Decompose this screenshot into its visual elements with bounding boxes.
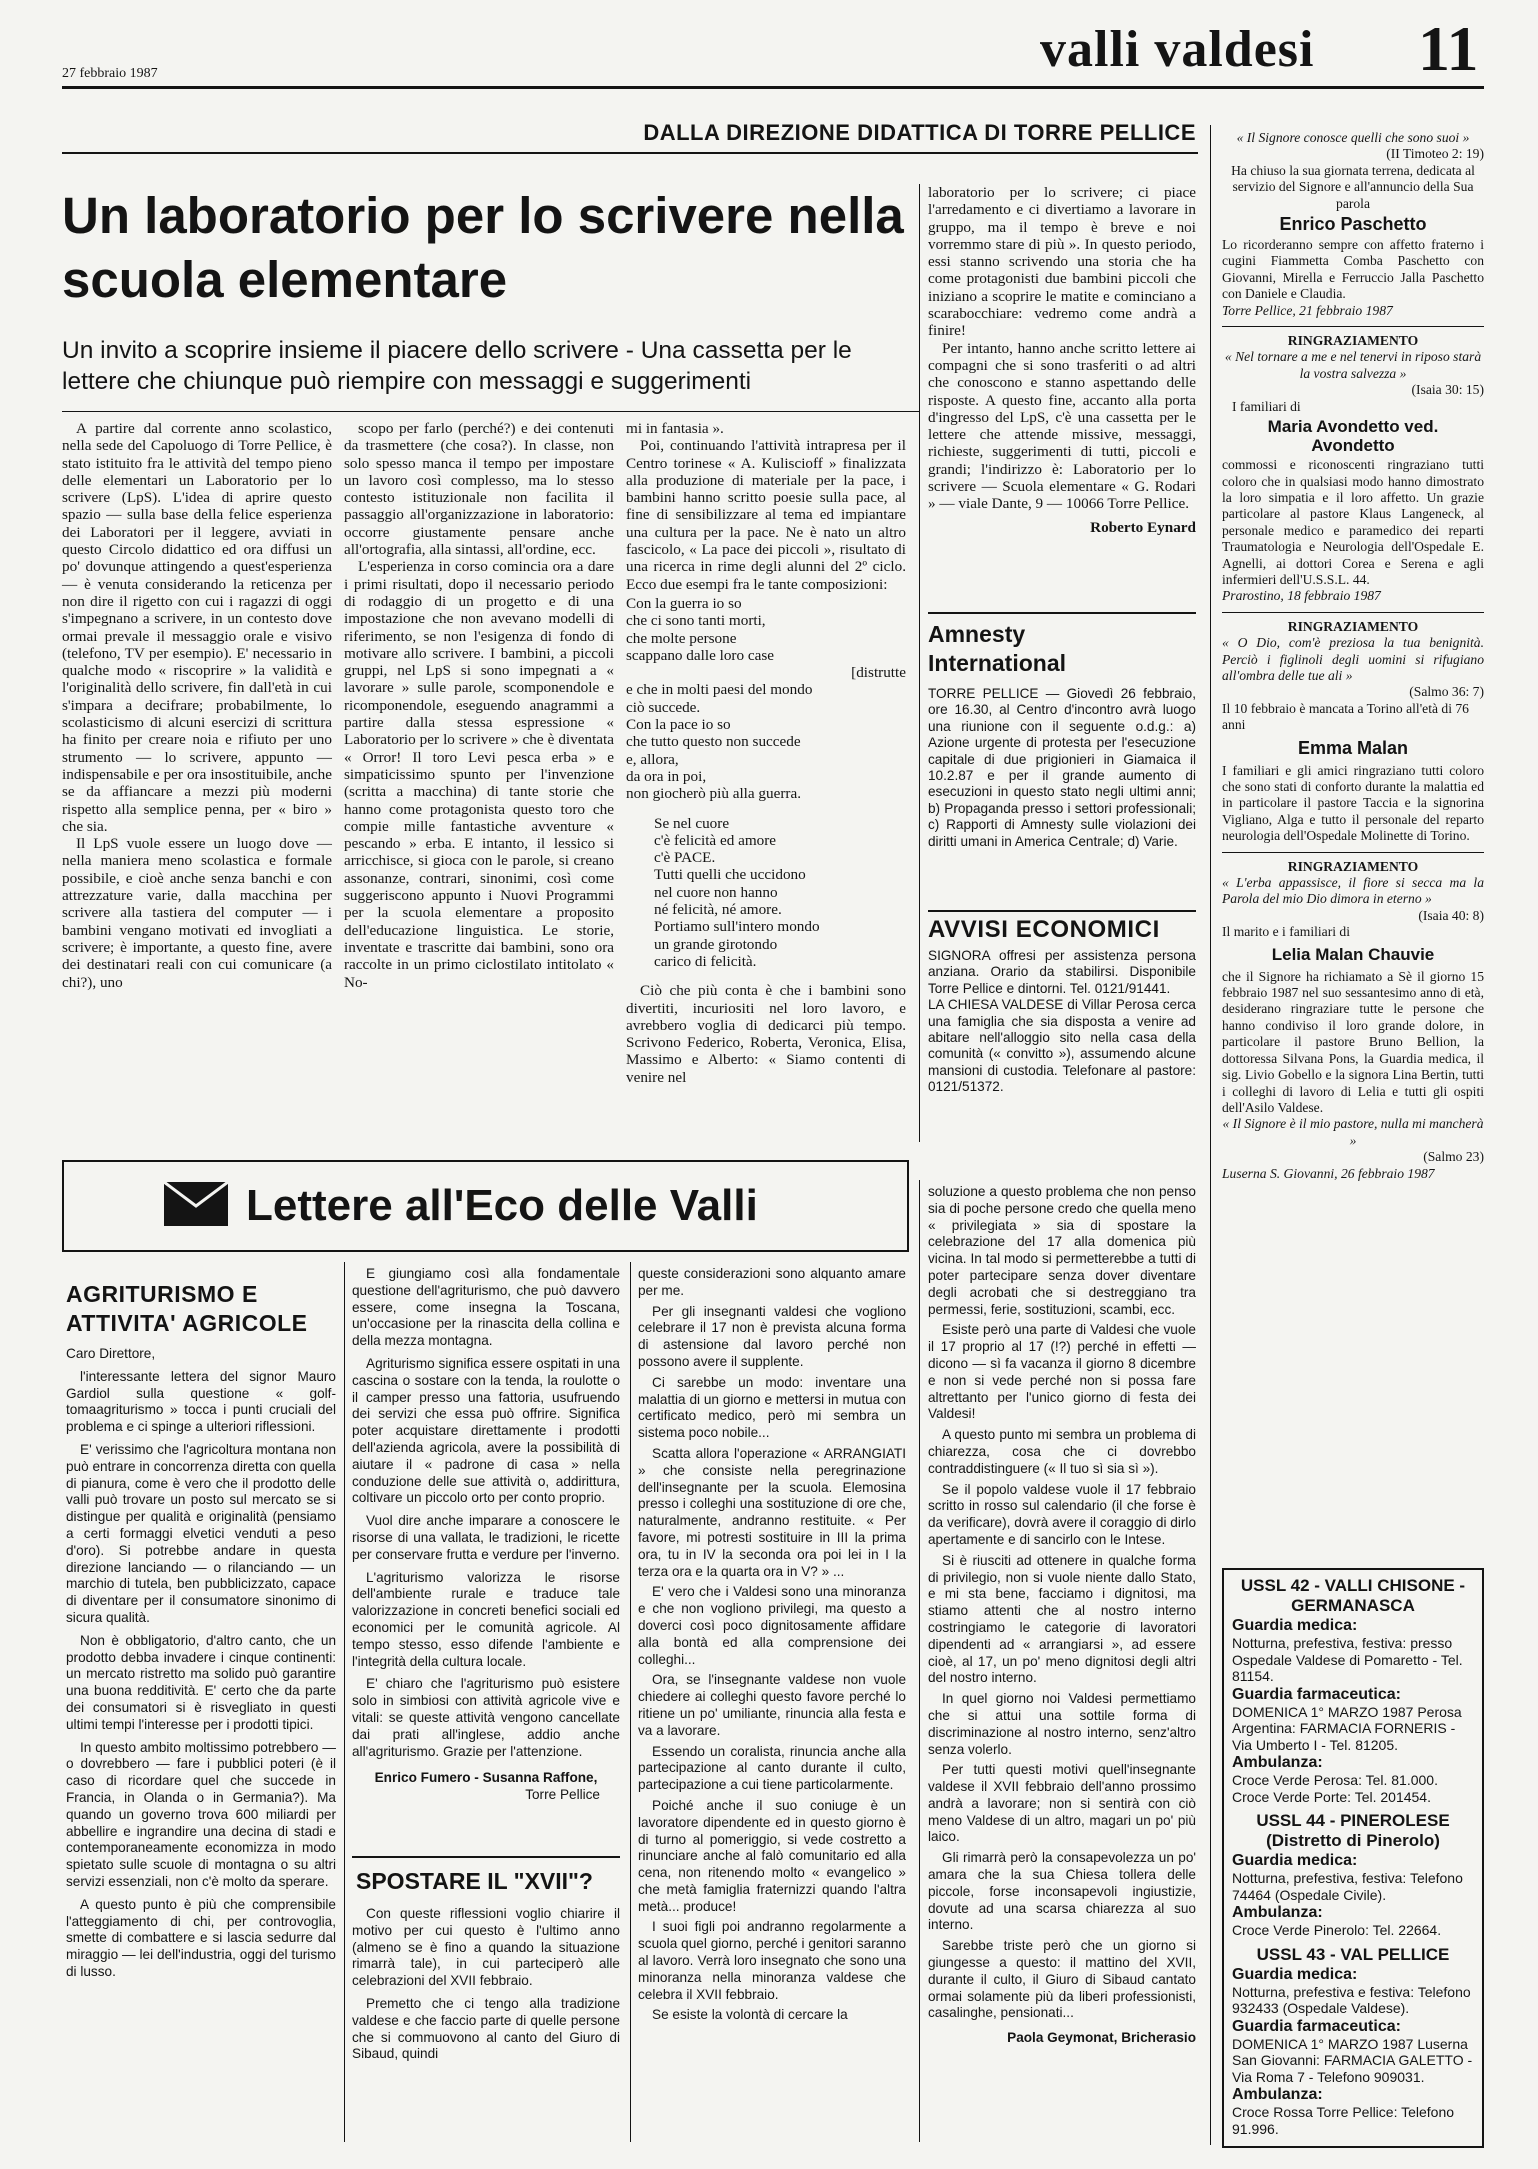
avvisi-item: LA CHIESA VALDESE di Villar Perosa cerca una famiglia che sia disposta a venire ad abitare nell'alloggio sito nella casa della comunità (« convitto »), assumendo alcune mansioni di custodia. Telefonare al pastore: 0121/51372.	[928, 997, 1196, 1095]
poem-line: un grande girotondo	[654, 935, 778, 953]
ussl-title: USSL 42 - VALLI CHISONE - GERMANASCA	[1240, 1576, 1466, 1615]
notice-quote: « L'erba appassisce, il fiore si secca ma la Parola del mio Dio dimora in eterno »	[1222, 875, 1484, 907]
letter2-title: SPOSTARE IL "XVII"?	[356, 1868, 593, 1894]
ussl-subhead: Guardia medica:	[1232, 1852, 1358, 1869]
header-rule	[62, 86, 1484, 89]
poem-line: che tutto questo non succede	[626, 733, 801, 751]
section-rule	[352, 1856, 620, 1858]
paragraph: Se esiste la volontà di cercare la	[652, 2007, 848, 2023]
subtitle-rule	[62, 411, 920, 412]
letter1-col2-body	[352, 1266, 620, 1804]
col-rule	[919, 1180, 920, 2142]
poem-line: né felicità, né amore.	[654, 901, 782, 919]
ussl-text: Croce Rossa Torre Pellice: Telefono 91.996.	[1232, 2104, 1455, 2137]
poem-line: scappano dalle loro case	[626, 646, 775, 664]
notice-name: Emma Malan	[1297, 737, 1409, 758]
notice-intro: Il 10 febbraio è mancata a Torino all'età di 76 anni	[1222, 700, 1469, 733]
paragraph: Il LpS vuole essere un luogo dove — nella maniera meno scolastica e formale possibile, e cioè anche senza banchi e con attrezzature varie, dalla macchina per scrivere alla tastiera del computer — i bambini vengano motivati ed invogliati a scrivere; è importante, a questo fine, avere dei destinatari reali con cui comunicare (a chi?), uno	[62, 835, 332, 991]
notice-ref: (Isaia 40: 8)	[1418, 907, 1484, 923]
paragraph: scopo per farlo (perché?) e dei contenuti da trasmettere (che cosa?). In classe, non solo spesso manca il tempo per impostare un lavoro così complesso, ma lo stesso contesto istituzionale non facilita il passaggio all'organizzazione in laboratorio: occorre giustamente pensare anche all'ortografia, alla sintassi, all'ordine, ecc.	[344, 420, 614, 559]
sidebar	[1222, 130, 1484, 1182]
letter1-signature: Enrico Fumero - Susanna Raffone,	[374, 1770, 598, 1786]
paragraph: Sarebbe triste però che un giorno si giungesse a questo: il mattino del XVII, durante il culto, il Giuro di Sibaud cantato ormai solamente più da liberi professionisti, casalinghe, pensionati...	[928, 1938, 1196, 2021]
paragraph: E' verissimo che l'agricoltura montana non può entrare in concorrenza diretta con quella di pianura, come è vero che il prodotto delle valli può trovare un posto sul mercato se si distingue per qualità e originalità (pensiamo a certi formaggi elvetici venduti a peso d'oro). Si potrebbe andare in questa direzione lanciando — o rilanciando — un marchio di tutela, ben pubblicizzato, capace di diventare per il consumatore sinonimo di sicura qualità.	[66, 1441, 336, 1625]
amnesty-title: Amnesty International	[928, 621, 1067, 676]
ussl-title: USSL 43 - VAL PELLICE	[1256, 1944, 1450, 1964]
notice-quote: « Il Signore è il mio pastore, nulla mi mancherà »	[1222, 1116, 1484, 1148]
paragraph: soluzione a questo problema che non penso sia di poche persone credo che quella meno « privilegiata » sia di spostare la celebrazione del 17 alla domenica più vicina. In tal modo si permetterebbe a tutti di poter partecipare senza dover diventare degli acrobati che si destreggiano tra permessi, ferie, sostituzioni, scambi, ecc.	[928, 1184, 1196, 1317]
letters-banner-title: Lettere all'Eco delle Valli	[246, 1181, 758, 1230]
poem-line: [distrutte	[851, 664, 906, 682]
notice-place: Torre Pellice, 21 febbraio 1987	[1222, 302, 1393, 318]
poem-line: c'è felicità ed amore	[654, 831, 777, 849]
ussl-subhead: Ambulanza:	[1232, 2086, 1323, 2103]
poem-line: e che in molti paesi del mondo	[626, 681, 813, 699]
envelope-icon	[164, 1182, 228, 1231]
notice-name: Enrico Paschetto	[1279, 214, 1427, 235]
notice-ref: (II Timoteo 2: 19)	[1386, 146, 1484, 162]
paragraph: E' chiaro che l'agriturismo può esistere solo in simbiosi con attività agricole vive e vitali: se queste attività vengono cancellate dai prati all'inglese, addio anche all'agriturismo. Grazie per l'attenzione.	[352, 1676, 620, 1759]
paragraph: queste considerazioni sono alquanto amare per me.	[638, 1266, 906, 1298]
amnesty-text: TORRE PELLICE — Giovedì 26 febbraio, ore 16.30, al Centro d'incontro avrà luogo una riunione con il seguente o.d.g.: a) Azione urgente di protesta per l'esecuzione capitale di due prigionieri in Giamaica il 10.2.87 e per il grande aumento di esecuzioni in questo stato negli ultimi anni; b) Propaganda presso i settori professionali; c) Rapporti di Amnesty sulle violazioni dei diritti umani in America Centrale; d) Varie.	[928, 686, 1196, 849]
letter-salutation: Caro Direttore,	[66, 1346, 156, 1361]
article1-col1	[62, 420, 332, 991]
paragraph: I suoi figli poi andranno regolarmente a scuola quel giorno, perché i genitori saranno al lavoro. Verrà loro insegnato che sono una minoranza nella minoranza valdese che celebra il XVII febbraio.	[638, 1919, 906, 2002]
paragraph: Scatta allora l'operazione « ARRANGIATI » che consiste nella peregrinazione dell'insegnante per la scuola. Elemosina presso i colleghi una sostituzione di ore che, naturalmente, andranno restituite. « Per favore, mi potresti sostituire in III la prima ora, tu in IV la seconda ora poi lei in I la terza ora e la quarta ora in V? » ...	[638, 1445, 906, 1579]
article-subtitle: Un invito a scoprire insieme il piacere dello scrivere - Una cassetta per le lettere che chiunque può riempire con messaggi e suggerimenti	[62, 337, 852, 395]
paragraph: Ciò che più conta è che i bambini sono divertiti, incuriositi nel loro lavoro, e avrebbero voglia di dedicarci più tempo. Scrivono Federico, Roberta, Veronica, Elisa, Massimo e Alberto: « Siamo contenti di venire nel	[626, 982, 906, 1086]
poem-line: Con la pace io so	[626, 716, 731, 734]
notice-text: I familiari e gli amici ringraziano tutti coloro che sono stati di conforto durante la malattia ed in particolare il pastore Taccia e la signorina Vigliano, Alga e tutto il personale del reparto neurologia dell'Ospedale Molinette di Torino.	[1222, 762, 1484, 844]
paragraph: mi in fantasia ».	[626, 420, 724, 437]
poem-line: nel cuore non hanno	[654, 883, 778, 901]
ussl-text: Croce Verde Perosa: Tel. 81.000. Croce Verde Porte: Tel. 201454.	[1232, 1772, 1438, 1805]
paragraph: Ci sarebbe un modo: inventare una malattia di un giorno e mettersi in mutua con certificato medico, però mi sembra un sistema poco nobile...	[638, 1374, 906, 1441]
letter1-place: Torre Pellice	[525, 1787, 600, 1803]
notice-text: commossi e riconoscenti ringraziano tutti coloro che in qualsiasi modo hanno dimostrato la loro simpatia e il loro affetto. Un grazie particolare al pastore Klaus Langeneck, al personale medico e paramedico dei reparti Traumatologia e Neurologia dell'Ospedale E. Agnelli, ai dottori Corea e Serena e agli infermieri dell'U.S.S.L. 44.	[1222, 457, 1484, 587]
poem-2	[626, 815, 906, 971]
notice-heading: RINGRAZIAMENTO	[1287, 618, 1419, 634]
notice-intro: I familiari di	[1232, 398, 1301, 414]
letter2-col4	[928, 1184, 1196, 2047]
notice-heading: RINGRAZIAMENTO	[1287, 858, 1419, 874]
page-date: 27 febbraio 1987	[62, 66, 158, 81]
paragraph: laboratorio per lo scrivere; ci piace l'arredamento e ci divertiamo a lavorare in gruppo, ma il tempo è breve e noi vorremmo stare di più ». In questo periodo, essi stanno scrivendo una storia che ha come protagonisti due bambini piccoli che iniziano a scoprire le matite e cominciano a scarabocchiare: vedremo come andrà a finire!	[928, 184, 1196, 340]
notice-intro: Il marito e i familiari di	[1222, 924, 1350, 940]
notice-ref: (Salmo 23)	[1423, 1149, 1484, 1165]
ussl-text: Notturna, prefestiva, festiva: Telefono 74464 (Ospedale Civile).	[1232, 1870, 1463, 1903]
paragraph: Agriturismo significa essere ospitati in una cascina o sostare con la tenda, la roulotte o il camper presso una fattoria, usufruendo dei servizi che essa può offrire. Significa poter acquistare direttamente i prodotti dell'azienda agricola, avere la possibilità di aiutare il « padrone di casa » nella conduzione delle sue attività o, addirittura, coltivare un piccolo orto per conto proprio.	[352, 1355, 620, 1506]
poem-line: Portiamo sull'intero mondo	[654, 918, 820, 936]
letter2-signature: Paola Geymonat, Bricherasio	[1007, 2030, 1196, 2046]
avvisi-item: SIGNORA offresi per assistenza persona anziana. Orario da stabilirsi. Disponibile Torre Pellice e dintorni. Tel. 0121/91441.	[928, 948, 1196, 996]
notice-name: Lelia Malan Chauvie	[1271, 944, 1435, 964]
paragraph: Non è obbligatorio, d'altro canto, che un prodotto debba invadere i cinque continenti: un mercato ristretto ma solido può garantire una buona redditività. E' certo che da parte dei consumatori si è risvegliato in questi ultimi tempi l'interesse per i prodotti tipici.	[66, 1632, 336, 1732]
paragraph: In questo ambito moltissimo potrebbero — o dovrebbero — fare i pubblici poteri (è il caso di ricordare quel che succede in Francia, in Olanda o in Germania?). Ma quando un governo trova 600 miliardi per abbellire e ingrandire una decina di stadi e contemporaneamente economizza in modo spietato sulle scuole di montagna o su altri servizi essenziali, non c'è molto da sperare.	[66, 1739, 336, 1889]
paragraph: Con queste riflessioni voglio chiarire il motivo per cui questo è l'ultimo anno (almeno se è fino a quando la situazione rimarrà tale), in cui parteciperò alle celebrazioni del XVII febbraio.	[352, 1906, 620, 1989]
paragraph: Si è riusciti ad ottenere in qualche forma di privilegio, non si vuole niente dallo Stato, e mi sta bene, facciamo i dignitosi, ma stiamo attenti che al nostro interno costringiamo le categorie di lavoratori dipendenti ad « arrangiarsi », ad essere cioè, al 17, un po' meno dignitosi degli altri del nostro interno.	[928, 1552, 1196, 1686]
ussl-section	[1232, 1576, 1474, 1805]
paragraph: A questo punto è più che comprensibile l'atteggiamento di chi, per controvoglia, smette di combattere e si lascia sedurre dal miraggio — lei dell'industria, oggi del turismo di lusso.	[66, 1896, 336, 1979]
notice-place: Prarostino, 18 febbraio 1987	[1222, 588, 1381, 604]
col-rule	[630, 1262, 631, 2142]
poem-line: carico di felicità.	[654, 952, 757, 970]
ussl-text: Notturna, prefestiva e festiva: Telefono 932433 (Ospedale Valdese).	[1232, 1983, 1471, 2016]
ussl-text: DOMENICA 1° MARZO 1987 Perosa Argentina: FARMACIA FORNERIS - Via Umberto I - Tel. 81205.	[1232, 1703, 1462, 1753]
section-rule	[928, 612, 1196, 614]
paragraph: L'agriturismo valorizza le risorse dell'ambiente rurale e traduce tale valorizzazione in concreti benefici sociali ed economici per le comunità agricole. Al tempo stesso, esso difende l'ambiente e l'integrità della cultura locale.	[352, 1569, 620, 1669]
paragraph: L'esperienza in corso comincia ora a dare i primi risultati, dopo il necessario periodo di rodaggio di un progetto e di una impostazione che non avevano modelli di riferimento, se non l'esigenza di fondo di motivare allo scrivere. I bambini, a piccoli gruppi, nel LpS si sono impegnati a « lavorare » sulle parole, scomponendole e ricomponendole, eseguendo anagrammi a partire dalla stessa espressione « Laboratorio per lo scrivere » che è diventata « Orror! Il toro Levi pesca erba » e simpaticissimo spunto per l'invenzione (scritta a macchina) di tante storie che hanno come protagonista questo toro che compie mille fantastiche avventure « pescando » erba. E intanto, il lessico si arricchisce, si gioca con le parole, si creano assonanze, contrari, sinonimi, così come suggeriscono appunto i Nuovi Programmi per la scuola elementare a proposito dell'educazione linguistica. Le storie, inventate e trascritte dai bambini, sono ora raccolte in un primo ciclostilato intitolato « No-	[344, 558, 614, 991]
paragraph: E giungiamo così alla fondamentale questione dell'agriturismo, che può davvero essere, come insegna la Toscana, un'occasione per la rinascita della collina e della mezza montagna.	[352, 1266, 620, 1349]
ussl-subhead: Ambulanza:	[1232, 1904, 1323, 1921]
ussl-subhead: Guardia farmaceutica:	[1232, 1685, 1401, 1703]
paragraph: Per tutti questi motivi quell'insegnante valdese il XVII febbraio dell'anno prossimo andrà a lavorare; non si sentirà con ciò meno Valdese di un altro, magari un po' più laico.	[928, 1762, 1196, 1845]
avvisi-title: AVVISI ECONOMICI	[928, 916, 1160, 943]
article-kicker: DALLA DIREZIONE DIDATTICA DI TORRE PELLICE	[643, 120, 1196, 145]
paragraph: l'interessante lettera del signor Mauro Gardiol sulla questione « golf-tomaagriturismo » tocca i punti cruciali del problema e ci spinge a ulteriori riflessioni.	[66, 1368, 336, 1435]
col-rule	[344, 1262, 345, 2142]
ussl-subhead: Guardia medica:	[1232, 1965, 1358, 1983]
article1-signature: Roberto Eynard	[1090, 518, 1196, 536]
article1-col2	[344, 420, 614, 991]
paragraph: A partire dal corrente anno scolastico, nella sede del Capoluogo di Torre Pellice, è stato istituito fra le attività del tempo pieno delle elementari un Laboratorio per lo scrivere (LpS). L'idea di aprire questo spazio — sulla base della felice esperienza dei Laboratori per il leggere, avviati in questo Circolo didattico ed ora diffusi un po' dovunque attingendo a quest'esperienza — è venuta considerando la reticenza per non dire il rigetto con cui i ragazzi di oggi s'impegnano a scrivere, in un contesto dove ormai prevale il messaggio orale e visivo (telefono, TV per esempio). E' necessario in qualche modo « riscoprire » la validità e l'originalità dello scrivere, fin dall'età in cui s'impara a decifrare; probabilmente, lo scolasticismo di alcuni esercizi di scrittura ha finito per creare noia e rifiuto per uno strumento — lo scrivere, appunto — indispensabile e per ora insostituibile, anche se da affiancare a mezzi più moderni rispetto alla semplice penna, per « biro » che sia.	[62, 420, 332, 835]
letter2-col2	[352, 1906, 620, 2063]
letter1-title: AGRITURISMO E ATTIVITA' AGRICOLE	[66, 1281, 308, 1336]
page-number: 11	[1418, 13, 1479, 84]
poem-line: non giocherò più alla guerra.	[626, 785, 802, 803]
article-title: Un laboratorio per lo scrivere nella scuola elementare	[62, 187, 904, 308]
paragraph: Per intanto, hanno anche scritto lettere ai compagni che si sono trasferiti o ad altri che conoscono e stanno aspettando delle risposte. A questo fine, accanto alla porta d'ingresso del LpS, c'è una cassetta per le lettere che attende missive, messaggi, richieste, suggerimenti di tutti, piccoli e grandi; l'indirizzo è: Laboratorio per lo scrivere — Scuola elementare « G. Rodari » — viale Dante, 9 — 10066 Torre Pellice.	[928, 339, 1196, 513]
ussl-subhead: Guardia medica:	[1232, 1617, 1358, 1634]
paragraph: Esiste però una parte di Valdesi che vuole il 17 proprio al 17 (!?) perché in effetti — dicono — sì fa vacanza il giorno 8 dicembre e non si vede perché non si possa fare altrettanto per l'unico giorno di festa dei Valdesi!	[928, 1322, 1196, 1422]
sidebar-rule	[1210, 125, 1211, 2145]
ussl-section	[1232, 1945, 1474, 2138]
article1-col4	[928, 184, 1196, 536]
paragraph: E' vero che i Valdesi sono una minoranza e che non vogliono privilegi, ma questo a doverci così poco dignitosamente affidare alla bontà ed alla comprensione dei colleghi...	[638, 1584, 906, 1667]
notice-ref: (Isaia 30: 15)	[1411, 382, 1484, 398]
col-rule	[919, 184, 920, 1142]
article1-col3	[626, 420, 906, 1086]
kicker-rule	[62, 152, 1198, 154]
section-rule	[928, 910, 1196, 912]
poem-line: Se nel cuore	[654, 814, 730, 832]
paragraph: Essendo un coralista, rinuncia anche alla partecipazione al canto durante il culto, partecipazione a cui tiene particolarmente.	[638, 1743, 906, 1793]
notice-ref: (Salmo 36: 7)	[1409, 684, 1484, 700]
paragraph: Poi, continuando l'attività intrapresa per il Centro torinese « A. Kuliscioff » finalizzata alla produzione di materiale per la pace, i bambini hanno scritto poesie sulla pace, al fine di sensibilizzare al tema ed impiantare una cultura per la pace. Ne è nato un altro fascicolo, « La pace dei piccoli », risultato di una ricerca in rime degli alunni del 2º ciclo. Ecco due esempi fra le tante composizioni:	[626, 437, 906, 593]
notice-quote: « O Dio, com'è preziosa la tua benignità. Perciò i figlinoli degli uomini si rifugiano all'ombra delle tue ali »	[1222, 635, 1484, 683]
notice-text: Ha chiuso la sua giornata terrena, dedicata al servizio del Signore e all'annuncio della Sua parola	[1231, 162, 1475, 211]
paragraph: Per gli insegnanti valdesi che vogliono celebrare il 17 non è prevista alcuna forma di astensione dal lavoro perché non possono avere il supplente.	[638, 1303, 906, 1369]
notice-heading: RINGRAZIAMENTO	[1287, 333, 1419, 349]
letter2-col3	[638, 1266, 906, 2024]
notice-quote: « Nel tornare a me e nel tenervi in riposo starà la vostra salvezza »	[1224, 349, 1482, 381]
poem-line: Tutti quelli che uccidono	[654, 866, 806, 884]
poem-line: c'è PACE.	[654, 849, 716, 867]
notice-text: Lo ricorderanno sempre con affetto fraterno i cugini Fiammetta Comba Paschetto con Giovanni, Mirella e Ferruccio Jalla Paschetto con Daniele e Claudia.	[1222, 237, 1484, 302]
poem-line: ciò succede.	[626, 698, 701, 716]
masthead: valli valdesi	[1040, 21, 1315, 78]
ussl-text: Croce Verde Pinerolo: Tel. 22664.	[1232, 1922, 1442, 1938]
notice-text: che il Signore ha richiamato a Sè il giorno 15 febbraio 1987 nel suo sessantesimo anno di età, desiderano ringraziare tutte le persone che hanno condiviso il loro grande dolore, in particolare il pastore Bruno Bellion, la dottoressa Silvana Pons, la Guardia medica, il sig. Livio Gobello e la signora Lina Bertin, tutti i colleghi di lavoro di Lelia e tutti gli ospiti dell'Asilo Valdese.	[1222, 968, 1484, 1115]
ussl-box	[1222, 1568, 1484, 2148]
poem-line: che molte persone	[626, 629, 737, 647]
paragraph: Vuol dire anche imparare a conoscere le risorse di una vallata, le tradizioni, le ricette per conservare frutta e verdure per l'inverno.	[352, 1513, 620, 1562]
notice-quote: « Il Signore conosce quelli che sono suoi »	[1236, 130, 1470, 145]
poem-line: Con la guerra io so	[626, 594, 742, 612]
ussl-title: USSL 44 - PINEROLESE (Distretto di Pinerolo)	[1256, 1811, 1450, 1850]
poem-line: da ora in poi,	[626, 767, 707, 785]
paragraph: Gli rimarrà però la consapevolezza un po' amara che la sua Chiesa tollera delle piccole, forse inconsapevoli ingiustizie, dovute ad una scarsa chiarezza al suo interno.	[928, 1850, 1196, 1933]
paragraph: Poiché anche il suo coniuge è un lavoratore dipendente ed in questo giorno è di turno al pomeriggio, si vede costretto a rinunciare anche al falò comunitario ed alla cena, non ritenendo molto « evangelico » che metà famiglia fraternizzi quando l'altra metà... produce!	[638, 1797, 906, 1914]
poem-line: e, allora,	[626, 750, 679, 768]
avvisi-list	[928, 948, 1196, 1096]
paragraph: Se il popolo valdese vuole il 17 febbraio scritto in rosso sul calendario (il che forse è da verificare), dovrà avere il coraggio di dirlo apertamente e di sancirlo con le Intese.	[928, 1481, 1196, 1547]
paragraph: A questo punto mi sembra un problema di chiarezza, cosa che ci dovrebbo contraddistinguere (« Il tuo sì sia sì »).	[928, 1427, 1196, 1476]
ussl-subhead: Ambulanza:	[1232, 1754, 1323, 1771]
poem-line: che ci sono tanti morti,	[626, 612, 766, 630]
paragraph: Premetto che ci tengo alla tradizione valdese e che faccio parte di quelle persone che si commuovono al canto del Giuro di Sibaud, quindi	[352, 1995, 620, 2062]
notice-place: Luserna S. Giovanni, 26 febbraio 1987	[1222, 1165, 1435, 1181]
letters-banner	[62, 1160, 909, 1252]
paragraph: Ora, se l'insegnante valdese non vuole chiedere ai colleghi questo favore perché lo ritiene un po' umiliante, rinuncia alla festa e va a lavorare.	[638, 1672, 906, 1738]
ussl-section	[1232, 1811, 1474, 1939]
poem-1	[626, 595, 906, 803]
letter1-col1	[66, 1346, 336, 1981]
ussl-text: DOMENICA 1° MARZO 1987 Luserna San Giovanni: FARMACIA GALETTO - Via Roma 7 - Telefono 909031.	[1232, 2035, 1473, 2085]
ussl-text: Notturna, prefestiva, festiva: presso Ospedale Valdese di Pomaretto - Tel. 81154.	[1232, 1635, 1463, 1684]
notice-name: Maria Avondetto ved. Avondetto	[1267, 417, 1439, 456]
ussl-subhead: Guardia farmaceutica:	[1232, 2017, 1401, 2035]
paragraph: In quel giorno noi Valdesi permettiamo che si attui una sottile forma di discriminazione al nostro interno, senz'altro senza volerlo.	[928, 1691, 1196, 1757]
